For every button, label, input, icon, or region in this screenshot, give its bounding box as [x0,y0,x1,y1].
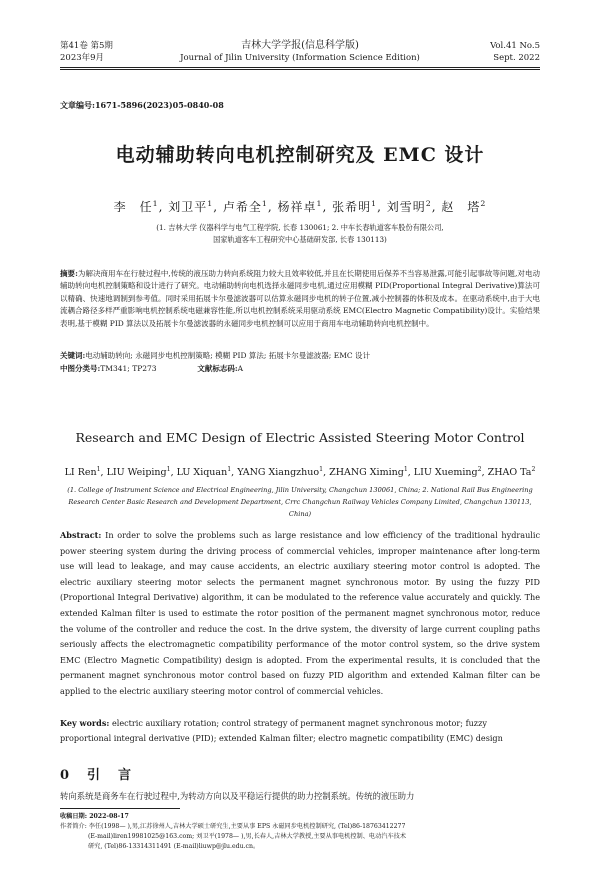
author-separator: , [231,467,238,479]
volume-issue-en: Vol.41 No.5 [490,41,540,51]
author-affiliation-mark: 1 [371,199,378,208]
author-affiliation-mark: 1 [319,466,324,473]
footnotes [60,812,540,852]
volume-issue-zh: 第41卷 第5期 [60,41,113,51]
journal-name-en: Journal of Jilin University (Information Science Edition) [180,53,420,63]
author-name: LIU Weiping [106,467,167,479]
author-separator: , [323,467,330,479]
author-name: 张希明 [332,200,372,214]
affiliation-en-line: (1. College of Instrument Science and Electrical Engineering, Jilin University, Changchun 130061, China; 2. National Rail Bus Engineering [67,486,533,494]
affiliation-zh-line: 国家轨道客车工程研究中心基础研发部, 长春 130113) [213,235,387,244]
author-name: ZHANG Ximing [329,467,404,479]
running-header-center [160,40,440,64]
footnote-rule [60,808,180,809]
author-affiliation-mark: 2 [477,466,482,473]
author-name: LI Ren [64,467,97,479]
author-affiliation-mark: 2 [531,466,536,473]
author-separator: , [377,200,387,214]
paper-title-en: Research and EMC Design of Electric Assisted Steering Motor Control [75,430,525,445]
footnote-author-bio: 研究, (Tel)86-13314311491 (E-mail)liuwp@jlu.edu.cn。 [88,843,260,850]
affiliation-en-line: Research Center Basic Research and Development Department, Crrc Changchun Railway Vehicles Company Limited, Changchun 130113, China) [68,498,532,518]
date-en: Sept. 2022 [493,53,540,63]
author-affiliation-mark: 1 [403,466,408,473]
doc-code-label: 文献标志码: [197,364,238,373]
abstract-zh-label: 摘要: [60,269,78,278]
author-separator: , [170,467,177,479]
section-heading [60,764,149,783]
header-rule-top [60,67,540,68]
footnote-author-bio: (E-mail)liren19981025@163.com; 刘卫平(1978— ),男,长春人,吉林大学教授,主要从事电机控制、电动汽车技术 [88,833,407,840]
keywords-zh [60,350,540,362]
author-separator: , [158,200,169,214]
intro-paragraph: 转向系统是商务车在行驶过程中,为转动方向以及平稳运行提供的助力控制系统。传统的液压助力 [60,791,415,801]
author-name: YANG Xiangzhuo [237,467,320,479]
author-name: LU Xiquan [176,467,228,479]
author-name: 赵 塔 [441,200,481,214]
author-list-en [60,466,540,478]
author-affiliation-mark: 2 [425,199,432,208]
author-separator: , [431,200,442,214]
keywords-en-text: electric auxiliary rotation; control strategy of permanent magnet synchronous motor; fuzzy proportional integral derivative (PID); extended Kalman filter; electro magnetic compatibility (EMC) design [60,718,503,743]
author-affiliation-mark: 1 [207,199,214,208]
author-separator: , [407,467,414,479]
author-separator: , [267,200,278,214]
abstract-zh [60,268,540,330]
author-name: 刘雪明 [386,200,426,214]
journal-name-zh: 吉林大学学报(信息科学版) [241,40,359,51]
affiliation-en [64,484,536,520]
author-list-zh [60,198,540,215]
author-name: LIU Xueming [413,467,478,479]
paper-title-zh: 电动辅助转向电机控制研究及 EMC 设计 [115,144,485,166]
clc-value: TM341; TP273 [100,364,157,373]
author-separator: , [213,200,223,214]
section-number: 0 [60,768,88,783]
author-affiliation-mark: 2 [480,199,487,208]
author-separator: , [481,467,488,479]
footnote-received: 收稿日期: 2022-08-17 [60,813,129,820]
author-affiliation-mark: 1 [227,466,232,473]
date-zh: 2023年9月 [60,53,105,63]
keywords-zh-label: 关键词: [60,351,86,360]
author-affiliation-mark: 1 [261,199,268,208]
abstract-en [60,528,540,700]
affiliation-zh [80,222,520,246]
author-separator: , [100,467,107,479]
author-separator: , [322,200,333,214]
abstract-zh-text: 为解决商用车在行驶过程中,传统的液压助力转向系统阻力较大且效率较低,并且在长期使用后保养不当容易泄露,可能引起事故等问题,对电动辅助转向电机控制策略和设计进行了研究。电动辅助转向电机选择永磁同步电机,通过应用模糊 PID(Proportional Integral Derivative)算法可以精确、快速地调制到参考值。同时采用拓展卡尔曼滤波器可以估算永磁同步电机的转子位置,减小控制器的体积及成本。在驱动系统中,由于大电流耦合路径多样严重影响电机控制系统电磁兼容性能,所以电机控制系统采用驱动系统 EMC(Electro Magnetic Compatibility)设计。实验结果表明,基于模糊 PID 算法以及拓展卡尔曼滤波器的永磁同步电机控制可以应用于商用车电动辅助转向电机控制中。 [60,269,540,328]
doc-code-value: A [237,364,244,373]
classification-zh [60,363,540,375]
section-title: 引言 [87,768,150,783]
abstract-en-text: In order to solve the problems such as large resistance and low efficiency of the traditional hydraulic power steering system during the driving process of commercial vehicles, improper maintenance after long-term use will lead to leakage, and may cause accidents, an electric auxiliary steering motor control is adopted. The electric auxiliary steering motor selects the permanent magnet synchronous motor. By using the fuzzy PID (Proportional Integral Derivative) algorithm, it can be modulated to the reference value accurately and quickly. The extended Kalman filter is used to estimate the rotor position of the permanent magnet synchronous motor, reduce the volume of the controller and reduce the cost. In the drive system, the diversity of large current coupling paths seriously affects the electromagnetic compatibility performance of the motor control system, so the drive system EMC (Electro Magnetic Compatibility) design is adopted. From the experimental results, it is concluded that the permanent magnet synchronous motor control based on fuzzy PID algorithm and extended Kalman filter can be applied to the electric auxiliary steering motor control of commercial vehicles. [60,530,540,696]
author-name: 卢希全 [222,200,262,214]
clc-label: 中图分类号: [60,364,101,373]
footnote-author-bio: 作者简介: 李任(1998— ),男,江苏徐州人,吉林大学硕士研究生,主要从事 EPS 永磁同步电机控制研究, (Tel)86-18763412277 [60,823,406,830]
keywords-zh-text: 电动辅助转向; 永磁同步电机控制策略; 模糊 PID 算法; 拓展卡尔曼滤波器; EMC 设计 [85,351,370,360]
header-rule-bottom [60,69,540,70]
article-id: 文章编号:1671-5896(2023)05-0840-08 [60,100,224,110]
author-name: 李 任 [113,200,153,214]
keywords-en [60,716,540,746]
author-name: 刘卫平 [168,200,208,214]
affiliation-zh-line: (1. 吉林大学 仪器科学与电气工程学院, 长春 130061; 2. 中车长春轨道客车股份有限公司, [156,223,444,232]
author-affiliation-mark: 1 [96,466,101,473]
author-name: 杨祥卓 [277,200,317,214]
author-affiliation-mark: 1 [152,199,159,208]
author-name: ZHAO Ta [487,467,532,479]
keywords-en-label: Key words: [60,718,110,728]
running-header-right [400,40,540,64]
author-affiliation-mark: 1 [316,199,323,208]
author-affiliation-mark: 1 [166,466,171,473]
abstract-en-label: Abstract: [60,530,102,540]
